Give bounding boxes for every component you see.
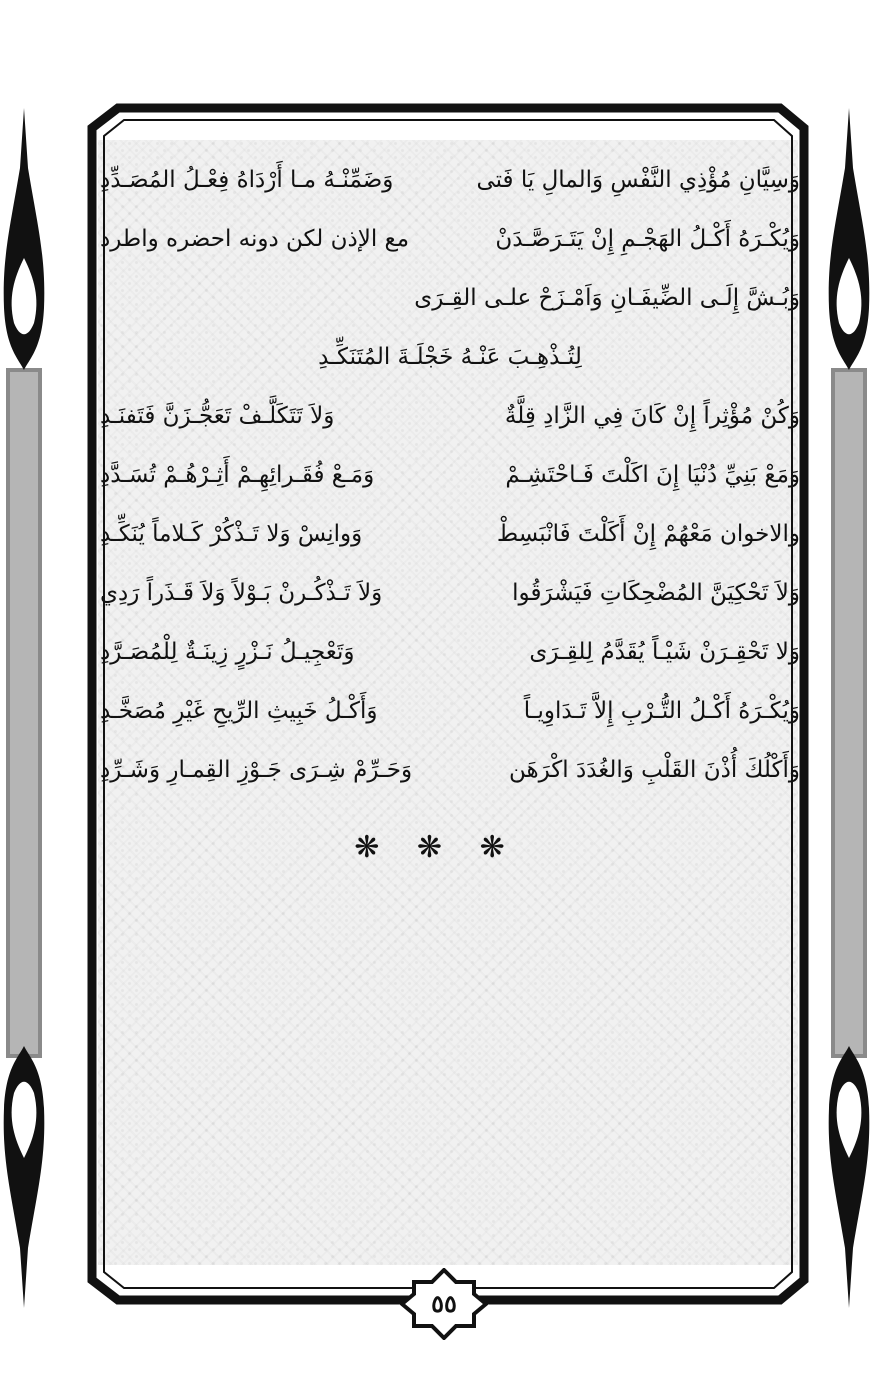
verse-line	[100, 512, 800, 556]
verse-first-hemistich: وَكُنْ مُؤْثِراً إِنْ كَانَ فِي الزَّادِ قِلَّةٌ	[504, 403, 800, 429]
verse-hemistich-centered: لِتُـذْهِـبَ عَنْـهُ خَجْلَـةَ المُتَنَكِّـدِ	[318, 344, 582, 370]
verse-first-hemistich: وَيُكْـرَهُ أَكْـلُ الهَجْـمِ إِنْ يَتَـرَصَّـدَنْ	[495, 226, 800, 252]
verse-line-centered	[100, 335, 800, 379]
verse-second-hemistich: وَضَمِّنْـهُ مـا أَرْدَاهُ فِعْـلُ المُصَـدِّدِ	[100, 167, 394, 193]
verse-first-hemistich: وَمَعْ بَنِيِّ دُنْيَا إِنَ اكَلْتَ فَـاحْتَشِـمْ	[505, 462, 800, 488]
page-number-badge	[400, 1268, 488, 1340]
verse-first-hemistich: وَأَكْلُكَ أُذْنَ القَلْبِ وَالغُدَدَ اكْرَهَن	[508, 757, 800, 783]
verse-line	[100, 217, 800, 261]
verse-first-hemistich: والاخوان مَعْهُمْ إِنْ أَكَلْتَ فَانْبَسِطْ	[496, 521, 800, 547]
section-separator: ❋ ❋ ❋	[354, 830, 519, 865]
verse-first-hemistich: وَسِيَّانِ مُؤْذِي النَّفْسِ وَالمالِ يَا فَتى	[476, 167, 800, 193]
verse-line	[100, 453, 800, 497]
verse-second-hemistich: مع الإذن لكن دونه احضره واطرد	[100, 226, 410, 252]
verse-line	[100, 748, 800, 792]
verse-first-hemistich: وَلا تَحْقِـرَنْ شَيْـاً يُقَدَّمُ لِلقِـرَى	[529, 639, 800, 665]
verse-second-hemistich: وَلاَ تَتَكَلَّـفْ تَعَجُّـزَنَّ فَتَفنَـدِ	[100, 403, 335, 429]
verse-line	[100, 394, 800, 438]
verse-line	[100, 689, 800, 733]
verse-second-hemistich: وَوانِسْ وَلا تَـذْكُرْ كَـلاماً يُنَكِّـدِ	[100, 521, 363, 547]
page-number: ٥٥	[431, 1289, 457, 1318]
verse-second-hemistich: وَأَكْـلُ خَبِيثِ الرِّيحِ غَيْرِ مُصَخَّـدِ	[100, 698, 378, 724]
verse-line-full	[100, 276, 800, 320]
verse-second-hemistich: وَتَعْجِيـلُ نَـزْرٍ زِينَـةٌ لِلْمُصَـرَّدِ	[100, 639, 355, 665]
verse-second-hemistich: وَلاَ تَـذْكُـرنْ بَـوْلاً وَلاَ قَـذَراً رَدِي	[100, 580, 383, 606]
verse-second-hemistich: وَحَـرِّمْ شِـرَى جَـوْزِ القِمـارِ وَشَـرِّدِ	[100, 757, 413, 783]
verse-line	[100, 571, 800, 615]
verse-first-hemistich: وَيُكْـرَهُ أَكْـلُ التُّـرْبِ إِلاَّ تَـدَاوِيـاً	[523, 698, 800, 724]
verse-first-hemistich: وَلاَ تَحْكِيَنَّ المُضْحِكَاتِ فَيَشْرَقُوا	[512, 580, 800, 606]
verse-line	[100, 630, 800, 674]
verse-line	[100, 158, 800, 202]
verse-hemistich-full: وَبُـشَّ إِلَـى الضِّيفَـانِ وَاَمْـزَحْ علـى القِـرَى	[414, 285, 800, 311]
verse-second-hemistich: وَمَـعْ فُقَـرائِهِـمْ أَثِـرْهُـمْ تُسَـدَّدِ	[100, 462, 375, 488]
